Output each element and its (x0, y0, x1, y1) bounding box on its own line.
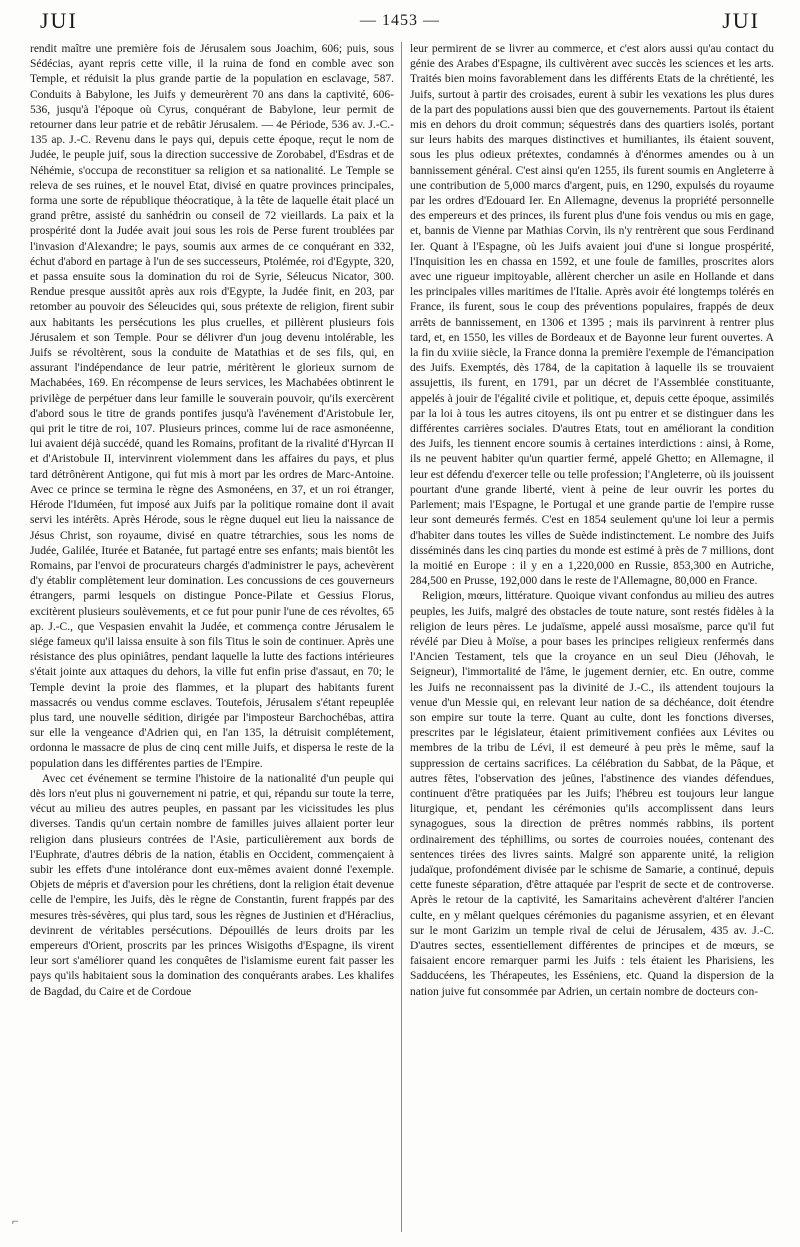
paragraph: Avec cet événement se termine l'histoire de la nationalité d'un peuple qui dès lors n'eut plus ni gouvernement ni patrie, et qui, répandu sur toute la terre, vécut au milieu des autres peuples, en passant par les vicissitudes les plus diverses. Tandis qu'un certain nombre de familles juives allaient porter leur religion dans plusieurs contrées de l'Asie, particulièrement aux bords de l'Euphrate, d'autres débris de la nation, établis en Occident, commençaient à subir les effets d'une intolérance dont eux-mêmes avaient donné l'exemple. Objets de mépris et d'aversion pour les chrétiens, dont la religion était devenue celle de l'empire, les Juifs, dès le règne de Constantin, furent frappés par des mesures très-sévères, qui plus tard, sous les règnes de Justinien et d'Héraclius, devinrent de véritables persécutions. Dépouillés de leurs droits par les empereurs d'Orient, proscrits par les princes Wisigoths d'Espagne, ils virent leur sort s'améliorer quand les conquêtes de l'islamisme eurent fait passer les pays qu'ils habitaient sous la domination des conquérants arabes. Les khalifes de Bagdad, du Caire et de Cordoue (30, 772, 394, 998)
page-number: — 1453 — (360, 12, 440, 29)
right-column (410, 42, 774, 1232)
header-left-keyword: JUI (40, 8, 78, 33)
corner-mark-icon: ⌐ (12, 1214, 19, 1228)
page-header (40, 8, 760, 34)
paragraph: Religion, mœurs, littérature. Quoique vivant confondus au milieu des autres peuples, les Juifs, malgré des obstacles de toute nature, sont restés fidèles à la religion de leurs pères. Le judaïsme, appelé aussi mosaïsme, parce qu'il fut révélé par Dieu à Moïse, a pour bases les principes religieux renfermés dans l'Ancien Testament, tels que la croyance en un seul Dieu (Jéhovah, le Seigneur), l'immortalité de l'âme, le jugement dernier, etc. En outre, comme les Juifs ne reconnaissent pas la divinité de J.-C., ils attendent toujours la venue d'un Messie qui, en relevant leur nation de sa déchéance, doit étendre son empire sur toute la terre. Quant au culte, dont les fonctions diverses, prescrites par le législateur, étaient primitivement confiées aux Lévites ou membres de la tribu de Lévi, il est demeuré à peu près le même, sauf la suppression de certains sacrifices. La célébration du Sabbat, de la Pâque, et autres fêtes, l'observation des jeûnes, l'abstinence des viandes défendues, continuent d'être pratiquées par les Juifs; l'hébreu est toujours leur langue liturgique, et, pendant les cérémonies qu'ils accomplissent dans leurs synagogues, sous la direction de prêtres nommés rabbins, ils portent ordinairement des téphillims, ou sortes de courroies nouées, contenant des sentences tirées des livres saints. Malgré son apparente unité, la religion judaïque, profondément divisée par le schisme de Samarie, a continué, depuis cette funeste séparation, d'être attaquée par l'esprit de secte et de controverse. Après le retour de la captivité, les Samaritains achevèrent d'altérer l'ancien culte, en y mêlant quelques cérémonies du paganisme assyrien, et en élevant sur le mont Garizim un temple rival de celui de Jérusalem, 435 av. J.-C. D'autres sectes, essentiellement différentes de principes et de mœurs, se faisaient encore remarquer parmi les Juifs : tels étaient les Pharisiens, les Sadducéens, les Thérapeutes, les Esséniens, etc. Quand la dispersion de la nation juive fut consommée par Adrien, un certain nombre de docteurs con- (410, 590, 774, 998)
column-divider (401, 42, 402, 1232)
paragraph: leur permirent de se livrer au commerce, et c'est alors aussi qu'au contact du génie des Arabes d'Espagne, ils cultivèrent avec succès les sciences et les arts. Traités bien moins favorablement dans les différents Etats de la chrétienté, les Juifs, surtout à partir des croisades, eurent à subir les vexations les plus dures de la part des populations aussi bien que des gouvernements. Partout ils étaient mis en dehors du droit commun; séquestrés dans des quartiers isolés, portant sur leurs habits des marques distinctives et humiliantes, ils étaient souvent, sous les plus odieux prétextes, condamnés à d'énormes amendes ou à un bannissement général. C'est ainsi qu'en 1255, ils furent soumis en Angleterre à une contribution de 5,000 marcs d'argent, puis, en 1290, expulsés du royaume par les ordres d'Edouard Ier. En Allemagne, devenus la propriété personnelle des empereurs et des princes, ils furent plus d'une fois vendus ou mis en gage, et, bannis de Vienne par Mathias Corvin, ils n'y rentrèrent que sous Ferdinand Ier. Quant à l'Espagne, où les Juifs avaient joui d'une si longue prospérité, l'Inquisition les en chassa en 1592, et une foule de familles, proscrites alors avec une rigueur impitoyable, allèrent chercher un asile en Hollande et dans les principales villes maritimes de l'Italie. Après avoir été longtemps tolérés en France, ils furent, sous le coup des préventions populaires, frappés de deux arrêts de bannissement, en 1306 et 1395 ; mais ils parvinrent à rentrer plus tard, et, en 1550, les villes de Bordeaux et de Bayonne leur furent ouvertes. A la fin du xviiie siècle, la France donna la première l'exemple de l'émancipation des Juifs. Exemptés, dès 1784, de la capitation à laquelle ils se trouvaient assujettis, ils furent, en 1791, par un décret de l'Assemblée constituante, appelés à jouir de l'égalité civile et politique, et, depuis cette époque, assimilés par la loi à tous les autres citoyens, ils ont pu entrer et se distinguer dans les différentes carrières sociales. D'autres Etats, tout en améliorant la condition des Juifs, les tiennent encore soumis à certaines interdictions : ainsi, à Rome, ils ne peuvent habiter qu'un quartier fermé, appelé Ghetto; en Allemagne, il leur est défendu d'exercer telle ou telle profession; l'Angleterre, où ils jouissent pourtant d'une grande liberté, vient à peine de leur ouvrir les portes du Parlement; mais l'Espagne, le Portugal et une grande partie de l'empire russe leur sont demeurés fermés. C'est en 1854 seulement qu'une loi leur a permis d'habiter dans toutes les villes de Suède indistinctement. Le nombre des Juifs disséminés dans les cinq parties du monde est estimé à près de 7 millions, dont la moitié en Europe : il y en a 1,220,000 en Russie, 853,300 en Autriche, 284,500 en Prusse, 192,000 dans le reste de l'Allemagne, 80,000 en France. (410, 43, 774, 588)
paragraph: rendit maître une première fois de Jérusalem sous Joachim, 606; puis, sous Sédécias, ayant repris cette ville, il la ruina de fond en comble avec son Temple, et réduisit la plus grande partie de la population en esclavage, 587. Conduits à Babylone, les Juifs y demeurèrent 70 ans dans la captivité, 606-536, jusqu'à l'époque où Cyrus, conquérant de Babylone, leur permit de retourner dans leur patrie et de rebâtir Jérusalem. — 4e Période, 536 av. J.-C.- 135 ap. J.-C. Revenu dans le pays qui, depuis cette époque, reçut le nom de Judée, le peuple juif, sous la direction successive de Zorobabel, d'Esdras et de Néhémie, s'occupa de reconstituer sa religion et sa nationalité. Le Temple se releva de ses ruines, et le nouvel Etat, divisé en quatre provinces principales, forma une sorte de république théocratique, à la tête de laquelle était placé un grand prêtre, assisté du sanhédrin ou conseil de 72 vieillards. La paix et la prospérité dont la Judée avait joui sous les rois de Perse furent troublées par l'invasion d'Alexandre; le pays, soumis aux armes de ce conquérant en 332, échut d'abord en partage à l'un de ses successeurs, Ptolémée, roi d'Egypte, 320, et passa ensuite sous la domination du roi de Syrie, Séleucus Nicator, 300. Rendue presque aussitôt après aux rois d'Egypte, la Judée finit, en 203, par retomber au pouvoir des Séleucides qui, sous prétexte de religion, firent subir aux habitants les persécutions les plus cruelles, et pillèrent plusieurs fois Jérusalem et son Temple. Pour se délivrer d'un joug devenu intolérable, les Juifs se révoltèrent, sous la conduite de Matathias et de ses fils, qui, en assurant l'indépendance de leur patrie, méritèrent le glorieux surnom de Machabées, 169. En récompense de leurs services, les Machabées obtinrent le privilège de perpétuer dans leur famille le souverain pouvoir, qu'ils exercèrent d'abord sous le titre de grands pontifes jusqu'à l'avénement d'Aristobule Ier, qui prit le titre de roi, 107. Plusieurs princes, comme lui de race asmonéenne, lui avaient déjà succédé, quand les Romains, profitant de la rivalité d'Hyrcan II et d'Aristobule II, intervinrent violemment dans les affaires du pays, et plus tard détrônèrent Antigone, qui fut mis à mort par les ordres de Marc-Antoine. Avec ce prince se termina le règne des Asmonéens, en 37, et un roi étranger, Hérode l'Iduméen, fut imposé aux Juifs par la politique romaine dont il avait servi les intérêts. Après Hérode, sous le règne duquel eut lieu la naissance de Jésus Christ, son royaume, divisé en quatre tétrarchies, sous les noms de Judée, Galilée, Iturée et Batanée, fut partagé entre ses enfants; mais bientôt les Romains, par l'envoi de procurateurs chargés d'administrer le pays, achevèrent d'y établir complètement leur domination. Les concussions de ces gouverneurs étrangers, parmi lesquels on distingue Ponce-Pilate et Gessius Florus, excitèrent plusieurs soulèvements, et ce fut pour punir l'une de ces révoltes, 65 ap. J.-C., que Vespasien envahit la Judée, et commença contre Jérusalem le siége fameux qu'il laissa ensuite à son fils Titus le soin de continuer. Après une résistance des plus opiniâtres, pendant laquelle la lutte des factions intérieures s'était jointe aux attaques du dehors, la ville fut enfin prise d'assaut, en 70; le Temple devint la proie des flammes, et la plupart des habitants furent massacrés ou vendus comme esclaves. Toutefois, Jérusalem s'étant repeuplée plus tard, une nouvelle sédition, dirigée par l'imposteur Barchochébas, attira sur elle la vengeance d'Adrien qui, en l'an 135, la détruisit complétement, ordonna le massacre de plus de cinq cent mille Juifs, et dispersa le reste de la population dans les différentes parties de l'Empire. (30, 43, 394, 770)
left-column (30, 42, 394, 1232)
header-right-keyword: JUI (722, 8, 760, 33)
